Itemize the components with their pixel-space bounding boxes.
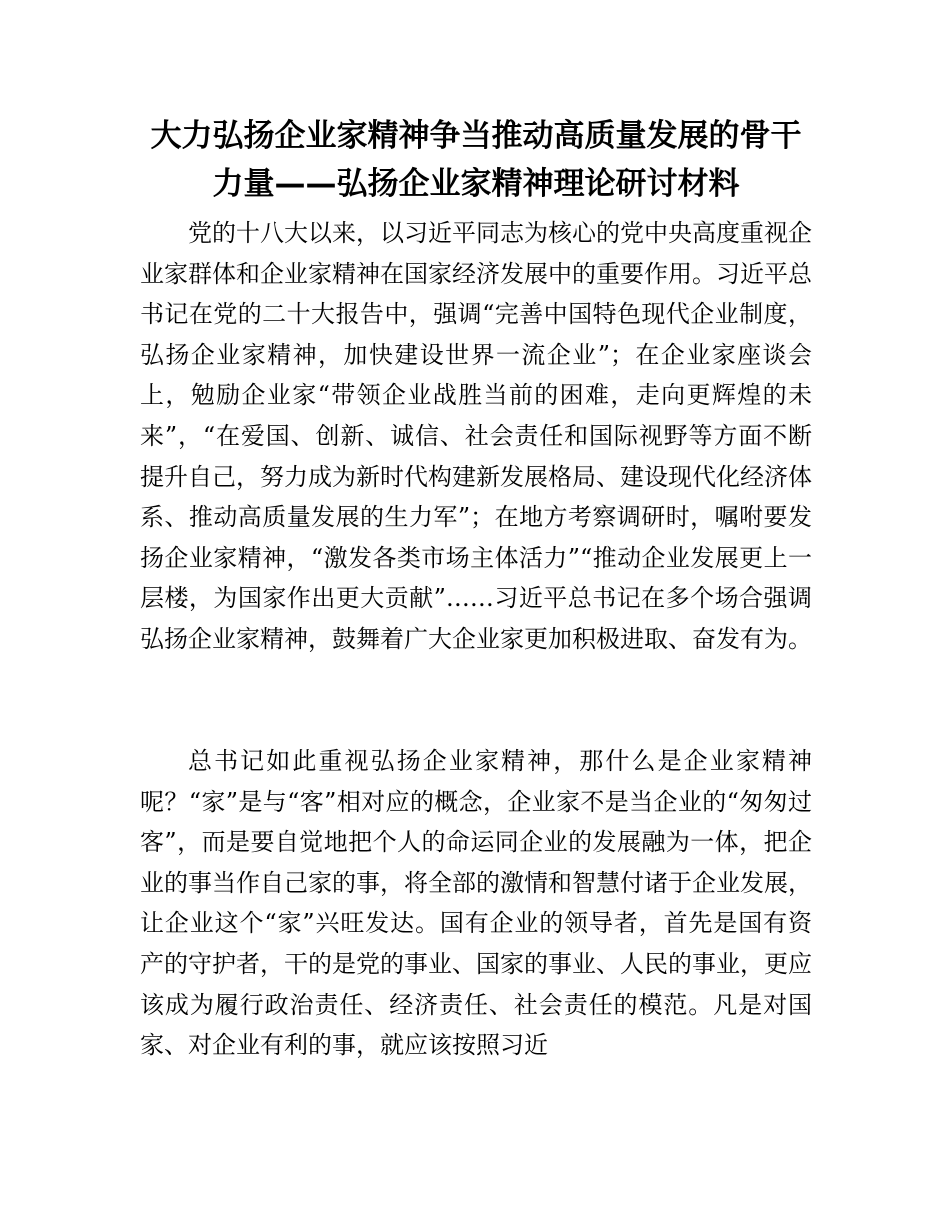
- document-title: 大力弘扬企业家精神争当推动高质量发展的骨干力量——弘扬企业家精神理论研讨材料: [150, 118, 802, 202]
- body-paragraph: 总书记如此重视弘扬企业家精神，那什么是企业家精神呢？“家”是与“客”相对应的概念，企业家不是当企业的“匆匆过客”，而是要自觉地把个人的命运同企业的发展融为一体，把企业的事当作自己家的事，将全部的激情和智慧付诸于企业发展，让企业这个“家”兴旺发达。国有企业的领导者，首先是国有资产的守护者，干的是党的事业、国家的事业、人民的事业，更应该成为履行政治责任、经济责任、社会责任的模范。凡是对国家、对企业有利的事，就应该按照习近: [140, 747, 812, 1060]
- body-paragraph: 党的十八大以来，以习近平同志为核心的党中央高度重视企业家群体和企业家精神在国家经济发展中的重要作用。习近平总书记在党的二十大报告中，强调“完善中国特色现代企业制度，弘扬企业家精神，加快建设世界一流企业”；在企业家座谈会上，勉励企业家“带领企业战胜当前的困难，走向更辉煌的未来”，“在爱国、创新、诚信、社会责任和国际视野等方面不断提升自己，努力成为新时代构建新发展格局、建设现代化经济体系、推动高质量发展的生力军”；在地方考察调研时，嘱咐要发扬企业家精神，“激发各类市场主体活力”“推动企业发展更上一层楼，为国家作出更大贡献”……习近平总书记在多个场合强调弘扬企业家精神，鼓舞着广大企业家更加积极进取、奋发有为。: [140, 219, 812, 653]
